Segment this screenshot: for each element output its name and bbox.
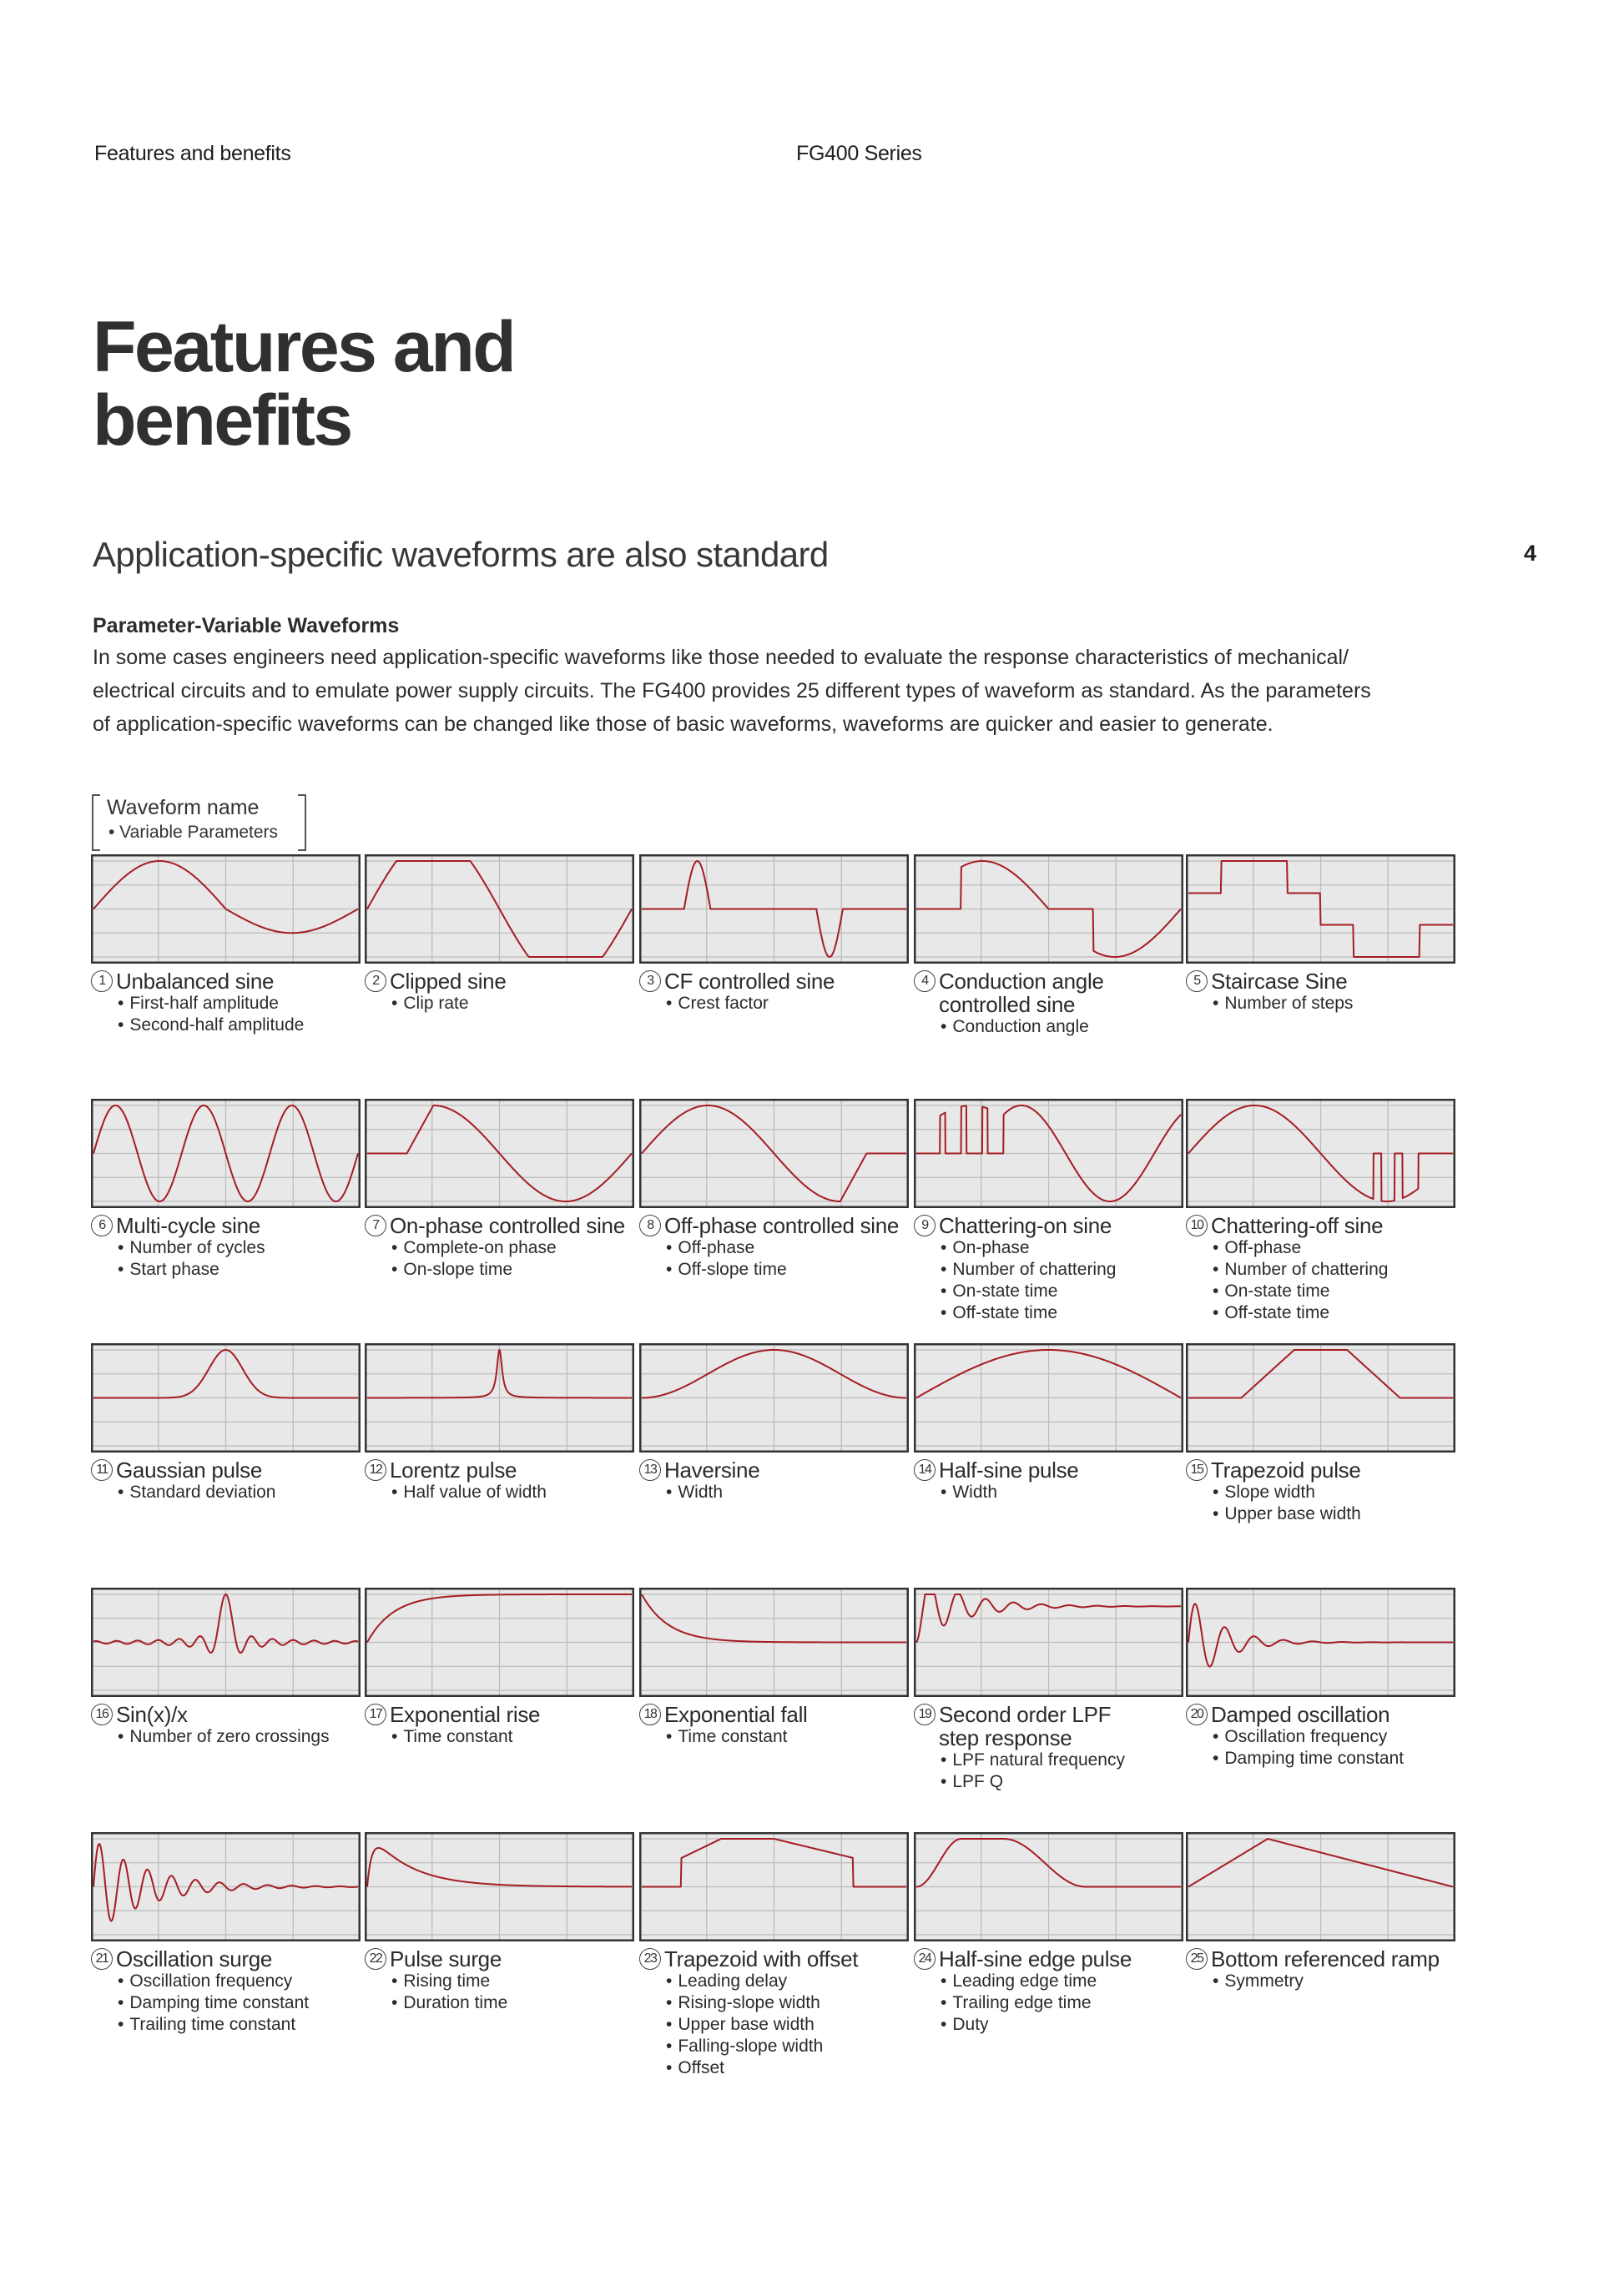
- variable-parameter: • Oscillation frequency: [1213, 1726, 1461, 1748]
- variable-parameter: • Width: [941, 1482, 1189, 1503]
- waveform-name: Exponential fall: [664, 1702, 808, 1727]
- variable-parameter: • Conduction angle: [941, 1016, 1189, 1038]
- waveform-name: Half-sine edge pulse: [939, 1946, 1132, 1971]
- variable-parameter: • Falling-slope width: [666, 2036, 915, 2057]
- variable-parameter: • Rising time: [391, 1971, 640, 1992]
- waveform-title: [365, 1703, 640, 1726]
- legend-bracket-left: [92, 794, 100, 851]
- variable-parameter: • Upper base width: [666, 2014, 915, 2036]
- variable-parameter: • Off-phase: [1213, 1237, 1461, 1259]
- variable-parameter: • Oscillation frequency: [118, 1971, 366, 1992]
- waveform-plot: [639, 1343, 909, 1453]
- variable-parameter-list: [1186, 1237, 1461, 1324]
- waveform-label: [914, 1703, 1189, 1793]
- waveform-name: Sin(x)/x: [116, 1702, 188, 1727]
- waveform-number-badge: 2: [365, 970, 386, 992]
- waveform-label: [365, 1703, 640, 1748]
- waveform-plot: [91, 1099, 361, 1208]
- variable-parameter: • Number of zero crossings: [118, 1726, 366, 1748]
- waveform-number-badge: 10: [1186, 1215, 1208, 1236]
- variable-parameter: • Complete-on phase: [391, 1237, 640, 1259]
- variable-parameter-list: [91, 993, 366, 1036]
- variable-parameter: • Number of steps: [1213, 993, 1461, 1015]
- waveform-label: [914, 1947, 1189, 2036]
- waveform-plot: [1186, 1343, 1455, 1453]
- waveform-label: [914, 969, 1189, 1038]
- variable-parameter-list: [914, 1237, 1189, 1324]
- variable-parameter-list: [91, 1971, 366, 2036]
- variable-parameter: • Upper base width: [1213, 1503, 1461, 1525]
- waveform-title: [91, 1947, 366, 1971]
- variable-parameter: • Number of chattering: [1213, 1259, 1461, 1281]
- waveform-label: [639, 1214, 915, 1281]
- waveform-title: [639, 1703, 915, 1726]
- variable-parameter: • Damping time constant: [118, 1992, 366, 2014]
- waveform-plot: [639, 1832, 909, 1941]
- waveform-title: [1186, 1458, 1461, 1482]
- page-subtitle: Application-specific waveforms are also standard: [93, 535, 829, 574]
- variable-parameter: • On-state time: [1213, 1281, 1461, 1302]
- variable-parameter: • Leading edge time: [941, 1971, 1189, 1992]
- variable-parameter: • On-state time: [941, 1281, 1189, 1302]
- variable-parameter-list: [91, 1726, 366, 1748]
- variable-parameter: • On-phase: [941, 1237, 1189, 1259]
- waveform-number-badge: 5: [1186, 970, 1208, 992]
- waveform-number-badge: 15: [1186, 1459, 1208, 1481]
- waveform-plot: [365, 854, 634, 964]
- legend-waveform-name: Waveform name: [107, 796, 260, 819]
- waveform-title: [1186, 1947, 1461, 1971]
- waveform-plot: [1186, 1832, 1455, 1941]
- waveform-title: [914, 1458, 1189, 1482]
- waveform-title: [365, 1214, 640, 1237]
- waveform-title: [639, 1947, 915, 1971]
- waveform-name: Second order LPF step response: [939, 1702, 1112, 1750]
- waveform-number-badge: 13: [639, 1459, 661, 1481]
- variable-parameter: • Time constant: [391, 1726, 640, 1748]
- waveform-name: Oscillation surge: [116, 1946, 273, 1971]
- legend-key: [92, 794, 306, 849]
- waveform-name: Damped oscillation: [1211, 1702, 1390, 1727]
- waveform-number-badge: 9: [914, 1215, 936, 1236]
- waveform-title: [91, 969, 366, 993]
- waveform-number-badge: 3: [639, 970, 661, 992]
- waveform-number-badge: 19: [914, 1704, 936, 1725]
- variable-parameter: • Number of chattering: [941, 1259, 1189, 1281]
- variable-parameter-list: [91, 1482, 366, 1503]
- waveform-plot: [914, 1343, 1183, 1453]
- waveform-title: [91, 1703, 366, 1726]
- variable-parameter: • On-slope time: [391, 1259, 640, 1281]
- waveform-name: Gaussian pulse: [116, 1458, 263, 1483]
- waveform-title: [639, 1214, 915, 1237]
- variable-parameter-list: [639, 1482, 915, 1503]
- waveform-label: [91, 1947, 366, 2036]
- waveform-label: [91, 969, 366, 1036]
- variable-parameter-list: [914, 1971, 1189, 2036]
- waveform-number-badge: 7: [365, 1215, 386, 1236]
- running-head-section: Features and benefits: [94, 142, 291, 165]
- waveform-plot: [914, 1832, 1183, 1941]
- legend-bracket-right: [298, 794, 306, 851]
- variable-parameter: • Slope width: [1213, 1482, 1461, 1503]
- waveform-name: Bottom referenced ramp: [1211, 1946, 1440, 1971]
- waveform-name: Unbalanced sine: [116, 969, 275, 994]
- waveform-number-badge: 24: [914, 1948, 936, 1970]
- variable-parameter: • Damping time constant: [1213, 1748, 1461, 1770]
- waveform-plot: [365, 1588, 634, 1697]
- waveform-title: [1186, 969, 1461, 993]
- waveform-number-badge: 8: [639, 1215, 661, 1236]
- variable-parameter: • Off-slope time: [666, 1259, 915, 1281]
- waveform-label: [1186, 1458, 1461, 1525]
- variable-parameter-list: [1186, 993, 1461, 1015]
- waveform-name: Clipped sine: [390, 969, 507, 994]
- variable-parameter: • Off-phase: [666, 1237, 915, 1259]
- waveform-name: Conduction angle controlled sine: [939, 969, 1104, 1017]
- waveform-name: Exponential rise: [390, 1702, 541, 1727]
- variable-parameter: • Duty: [941, 2014, 1189, 2036]
- waveform-name: Haversine: [664, 1458, 760, 1483]
- variable-parameter-list: [365, 993, 640, 1015]
- waveform-name: Lorentz pulse: [390, 1458, 517, 1483]
- variable-parameter: • Trailing edge time: [941, 1992, 1189, 2014]
- variable-parameter-list: [639, 1971, 915, 2079]
- waveform-number-badge: 17: [365, 1704, 386, 1725]
- waveform-name: Chattering-on sine: [939, 1213, 1112, 1238]
- variable-parameter-list: [914, 1750, 1189, 1793]
- waveform-number-badge: 1: [91, 970, 113, 992]
- variable-parameter-list: [914, 1016, 1189, 1038]
- variable-parameter: • Second-half amplitude: [118, 1015, 366, 1036]
- waveform-label: [1186, 1947, 1461, 1992]
- variable-parameter-list: [365, 1971, 640, 2014]
- waveform-title: [914, 969, 1189, 1016]
- variable-parameter: • Symmetry: [1213, 1971, 1461, 1992]
- waveform-title: [91, 1458, 366, 1482]
- waveform-title: [914, 1947, 1189, 1971]
- waveform-number-badge: 6: [91, 1215, 113, 1236]
- waveform-label: [639, 969, 915, 1015]
- waveform-number-badge: 25: [1186, 1948, 1208, 1970]
- waveform-label: [365, 1947, 640, 2014]
- variable-parameter: • Time constant: [666, 1726, 915, 1748]
- waveform-plot: [91, 1588, 361, 1697]
- waveform-title: [914, 1214, 1189, 1237]
- waveform-number-badge: 21: [91, 1948, 113, 1970]
- waveform-label: [639, 1458, 915, 1503]
- waveform-title: [91, 1214, 366, 1237]
- variable-parameter: • Half value of width: [391, 1482, 640, 1503]
- waveform-label: [1186, 1214, 1461, 1324]
- waveform-title: [365, 1947, 640, 1971]
- waveform-label: [365, 969, 640, 1015]
- waveform-plot: [639, 1588, 909, 1697]
- waveform-plot: [91, 854, 361, 964]
- variable-parameter-list: [639, 1237, 915, 1281]
- waveform-number-badge: 11: [91, 1459, 113, 1481]
- variable-parameter: • Width: [666, 1482, 915, 1503]
- waveform-number-badge: 20: [1186, 1704, 1208, 1725]
- variable-parameter: • LPF natural frequency: [941, 1750, 1189, 1771]
- waveform-title: [639, 1458, 915, 1482]
- waveform-number-badge: 22: [365, 1948, 386, 1970]
- waveform-title: [1186, 1703, 1461, 1726]
- waveform-plot: [1186, 1588, 1455, 1697]
- waveform-name: Off-phase controlled sine: [664, 1213, 900, 1238]
- waveform-title: [1186, 1214, 1461, 1237]
- variable-parameter: • Standard deviation: [118, 1482, 366, 1503]
- variable-parameter-list: [365, 1726, 640, 1748]
- variable-parameter: • Start phase: [118, 1259, 366, 1281]
- waveform-plot: [639, 1099, 909, 1208]
- waveform-plot: [914, 854, 1183, 964]
- waveform-number-badge: 4: [914, 970, 936, 992]
- waveform-title: [639, 969, 915, 993]
- waveform-label: [1186, 969, 1461, 1015]
- variable-parameter-list: [639, 1726, 915, 1748]
- variable-parameter: • First-half amplitude: [118, 993, 366, 1015]
- variable-parameter-list: [1186, 1726, 1461, 1770]
- variable-parameter: • Trailing time constant: [118, 2014, 366, 2036]
- waveform-name: On-phase controlled sine: [390, 1213, 625, 1238]
- variable-parameter: • Offset: [666, 2057, 915, 2079]
- variable-parameter: • Number of cycles: [118, 1237, 366, 1259]
- variable-parameter-list: [365, 1237, 640, 1281]
- waveform-plot: [914, 1588, 1183, 1697]
- variable-parameter: • Clip rate: [391, 993, 640, 1015]
- waveform-label: [365, 1214, 640, 1281]
- intro-line: In some cases engineers need application-specific waveforms like those needed to evaluate the response characteristics of mechanical/: [93, 646, 1349, 669]
- waveform-number-badge: 23: [639, 1948, 661, 1970]
- waveform-plot: [914, 1099, 1183, 1208]
- waveform-plot: [91, 1832, 361, 1941]
- waveform-number-badge: 16: [91, 1704, 113, 1725]
- waveform-label: [639, 1703, 915, 1748]
- variable-parameter-list: [1186, 1971, 1461, 1992]
- waveform-plot: [365, 1099, 634, 1208]
- waveform-title: [365, 1458, 640, 1482]
- page-title-line-2: benefits: [93, 380, 351, 461]
- legend-variable-parameters: • Variable Parameters: [108, 823, 279, 842]
- variable-parameter: • Crest factor: [666, 993, 915, 1015]
- waveform-name: Chattering-off sine: [1211, 1213, 1384, 1238]
- running-head-product: FG400 Series: [796, 142, 922, 165]
- page-title: [93, 307, 515, 461]
- waveform-number-badge: 14: [914, 1459, 936, 1481]
- waveform-name: Pulse surge: [390, 1946, 502, 1971]
- waveform-label: [914, 1458, 1189, 1503]
- waveform-title: [914, 1703, 1189, 1750]
- variable-parameter: • Duration time: [391, 1992, 640, 2014]
- waveform-plot: [639, 854, 909, 964]
- waveform-plot: [365, 1832, 634, 1941]
- intro-line: electrical circuits and to emulate power supply circuits. The FG400 provides 25 different types of waveform as standard. As the parameters: [93, 679, 1371, 702]
- variable-parameter-list: [91, 1237, 366, 1281]
- waveform-title: [365, 969, 640, 993]
- waveform-label: [91, 1458, 366, 1503]
- variable-parameter-list: [914, 1482, 1189, 1503]
- waveform-label: [914, 1214, 1189, 1324]
- waveform-name: CF controlled sine: [664, 969, 835, 994]
- waveform-label: [91, 1703, 366, 1748]
- waveform-plot: [1186, 854, 1455, 964]
- variable-parameter: • Off-state time: [941, 1302, 1189, 1324]
- intro-line: of application-specific waveforms can be changed like those of basic waveforms, waveforms are quicker and easier to generate.: [93, 712, 1273, 736]
- waveform-plot: [365, 1343, 634, 1453]
- variable-parameter-list: [639, 993, 915, 1015]
- variable-parameter-list: [1186, 1482, 1461, 1525]
- waveform-name: Trapezoid pulse: [1211, 1458, 1361, 1483]
- waveform-number-badge: 18: [639, 1704, 661, 1725]
- section-heading: Parameter-Variable Waveforms: [93, 614, 400, 637]
- page-title-line-1: Features and: [93, 307, 515, 387]
- variable-parameter: • Off-state time: [1213, 1302, 1461, 1324]
- waveform-plot: [1186, 1099, 1455, 1208]
- waveform-label: [1186, 1703, 1461, 1770]
- variable-parameter: • LPF Q: [941, 1771, 1189, 1793]
- waveform-number-badge: 12: [365, 1459, 386, 1481]
- waveform-name: Multi-cycle sine: [116, 1213, 260, 1238]
- page-number: 4: [1524, 541, 1537, 566]
- variable-parameter: • Leading delay: [666, 1971, 915, 1992]
- waveform-name: Trapezoid with offset: [664, 1946, 859, 1971]
- waveform-name: Half-sine pulse: [939, 1458, 1079, 1483]
- variable-parameter: • Rising-slope width: [666, 1992, 915, 2014]
- waveform-name: Staircase Sine: [1211, 969, 1348, 994]
- variable-parameter-list: [365, 1482, 640, 1503]
- waveform-label: [639, 1947, 915, 2079]
- intro-paragraph: [93, 641, 1495, 741]
- waveform-plot: [91, 1343, 361, 1453]
- waveform-label: [91, 1214, 366, 1281]
- waveform-label: [365, 1458, 640, 1503]
